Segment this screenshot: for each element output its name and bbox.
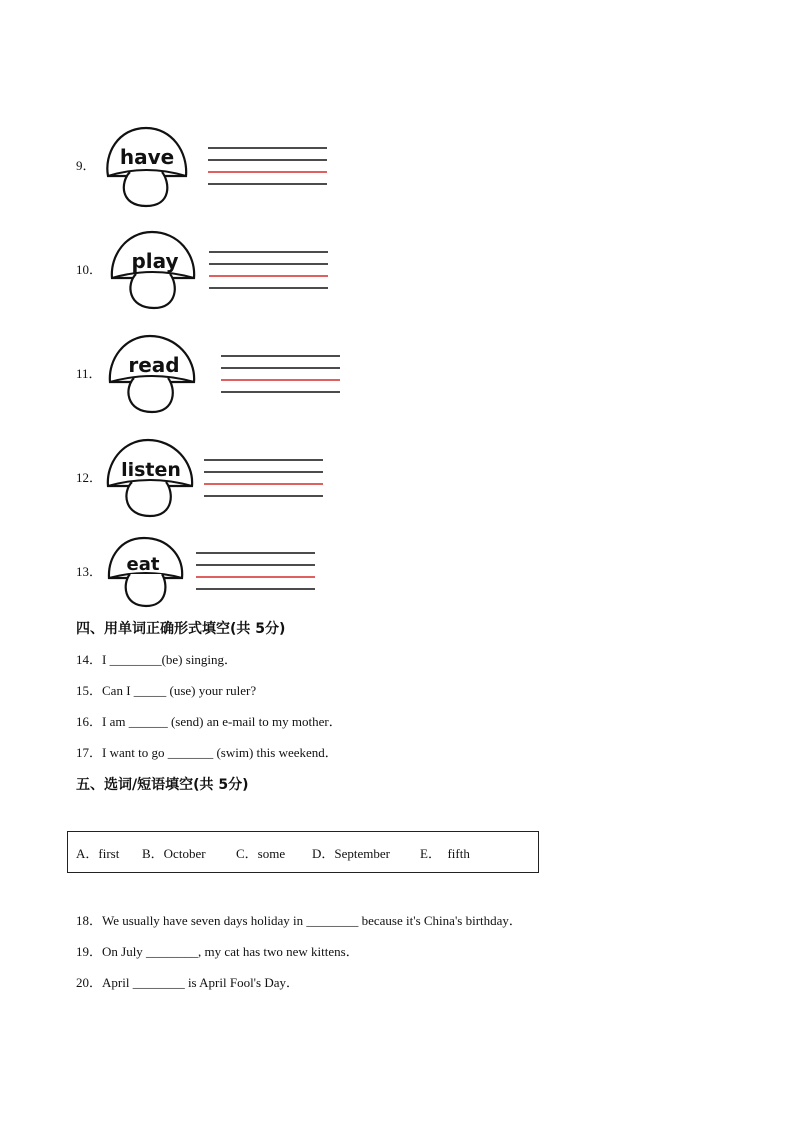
question-20: 20．April ________ is April Fool's Day． [76, 975, 299, 990]
writing-guide-lines [196, 552, 316, 592]
mushroom-icon [106, 534, 186, 612]
question-18: 18．We usually have seven days holiday in ________ because it's China's birthday． [76, 913, 522, 928]
mushroom-icon [100, 124, 192, 212]
mushroom-word: eat [126, 554, 160, 575]
section-4-title: 四、用单词正确形式填空(共 5分) [76, 621, 286, 637]
option-c: C．some [236, 846, 286, 861]
writing-guide-lines [209, 251, 329, 291]
question-number: 12． [76, 470, 103, 485]
question-17: 17．I want to go _______ (swim) this weekend． [76, 745, 338, 760]
question-number: 10． [76, 262, 103, 277]
option-d: D．September [312, 846, 390, 861]
mushroom-icon [106, 332, 198, 420]
option-b: B．October [142, 846, 206, 861]
question-15: 15．Can I _____ (use) your ruler? [76, 683, 257, 698]
question-number: 11． [76, 366, 102, 381]
question-16: 16．I am ______ (send) an e-mail to my mother． [76, 714, 342, 729]
mushroom-word: read [128, 353, 180, 377]
mushroom-word: play [131, 249, 179, 273]
mushroom-icon [104, 436, 196, 524]
mushroom-word: listen [121, 459, 181, 481]
question-14: 14．I ________(be) singing． [76, 652, 238, 667]
writing-guide-lines [208, 147, 328, 187]
option-a: A．first [76, 846, 120, 861]
question-number: 9． [76, 158, 96, 173]
question-number: 13． [76, 564, 103, 579]
writing-guide-lines [204, 459, 324, 499]
writing-guide-lines [221, 355, 341, 395]
section-5-title: 五、选词/短语填空(共 5分) [76, 777, 249, 793]
mushroom-icon [108, 228, 200, 316]
word-bank-box [67, 831, 539, 873]
mushroom-word: have [119, 145, 175, 169]
option-e: E． fifth [420, 846, 470, 861]
question-19: 19．On July ________, my cat has two new kittens． [76, 944, 359, 959]
